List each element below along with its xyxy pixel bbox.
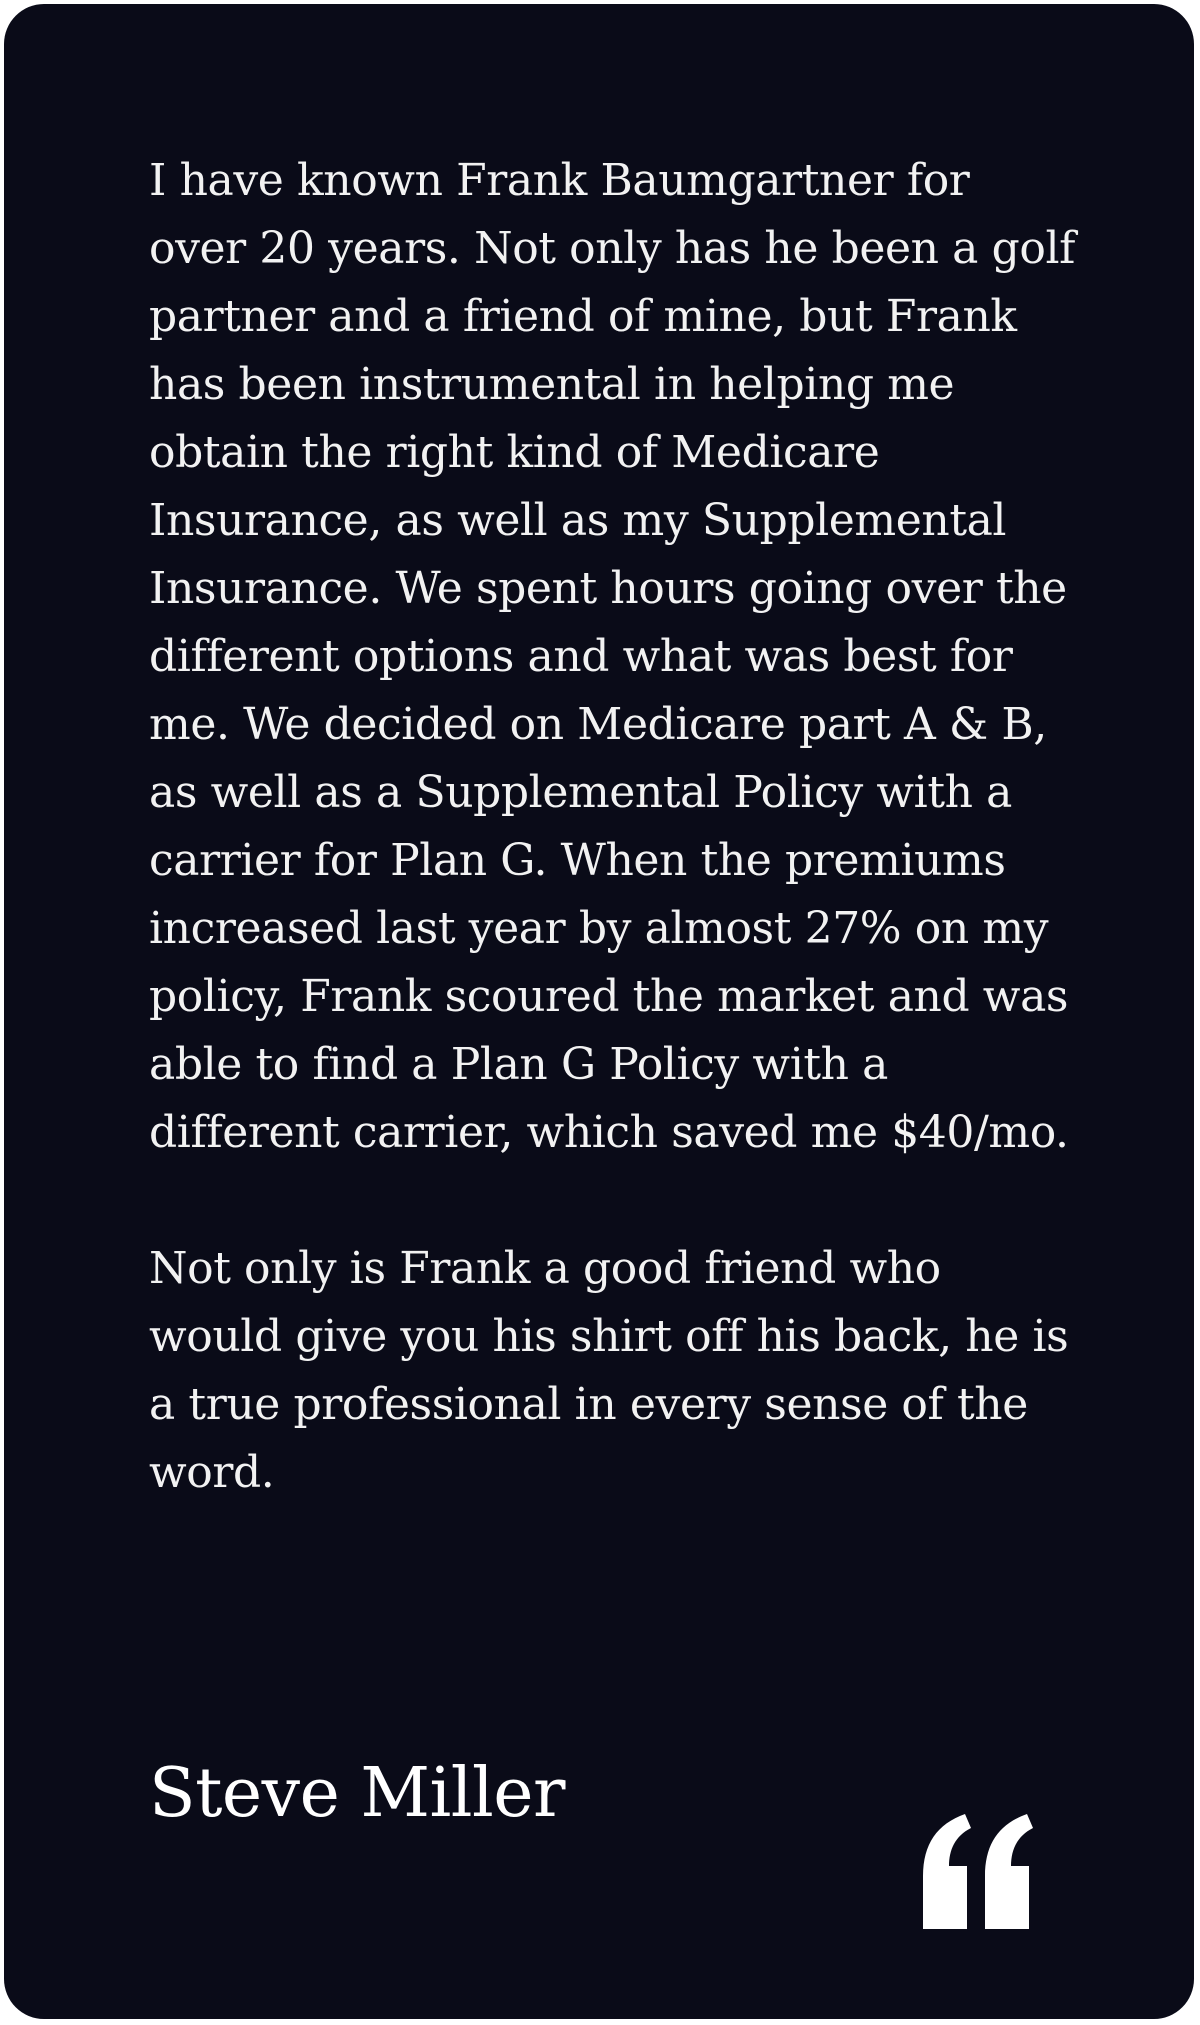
testimonial-paragraph-2: Not only is Frank a good friend who would give you his shirt off his back, he is a true professional in every sense of the word. xyxy=(149,1243,1069,1498)
testimonial-author: Steve Miller xyxy=(149,1754,566,1833)
testimonial-text xyxy=(149,147,1079,1575)
testimonial-paragraph-1: I have known Frank Baumgartner for over 20 years. Not only has he been a golf partner and a friend of mine, but Frank has been instrumental in helping me obtain the right kind of Medicare Insurance, as well as my Supplemental Insurance. We spent hours going over the different options and what was best for me. We decided on Medicare part A & B, as well as a Supplemental Policy with a carrier for Plan G. When the premiums increased last year by almost 27% on my policy, Frank scoured the market and was able to find a Plan G Policy with a different carrier, which saved me $40/mo. xyxy=(149,155,1075,1158)
testimonial-card xyxy=(4,4,1194,2019)
quote-mark-icon xyxy=(919,1814,1039,1929)
